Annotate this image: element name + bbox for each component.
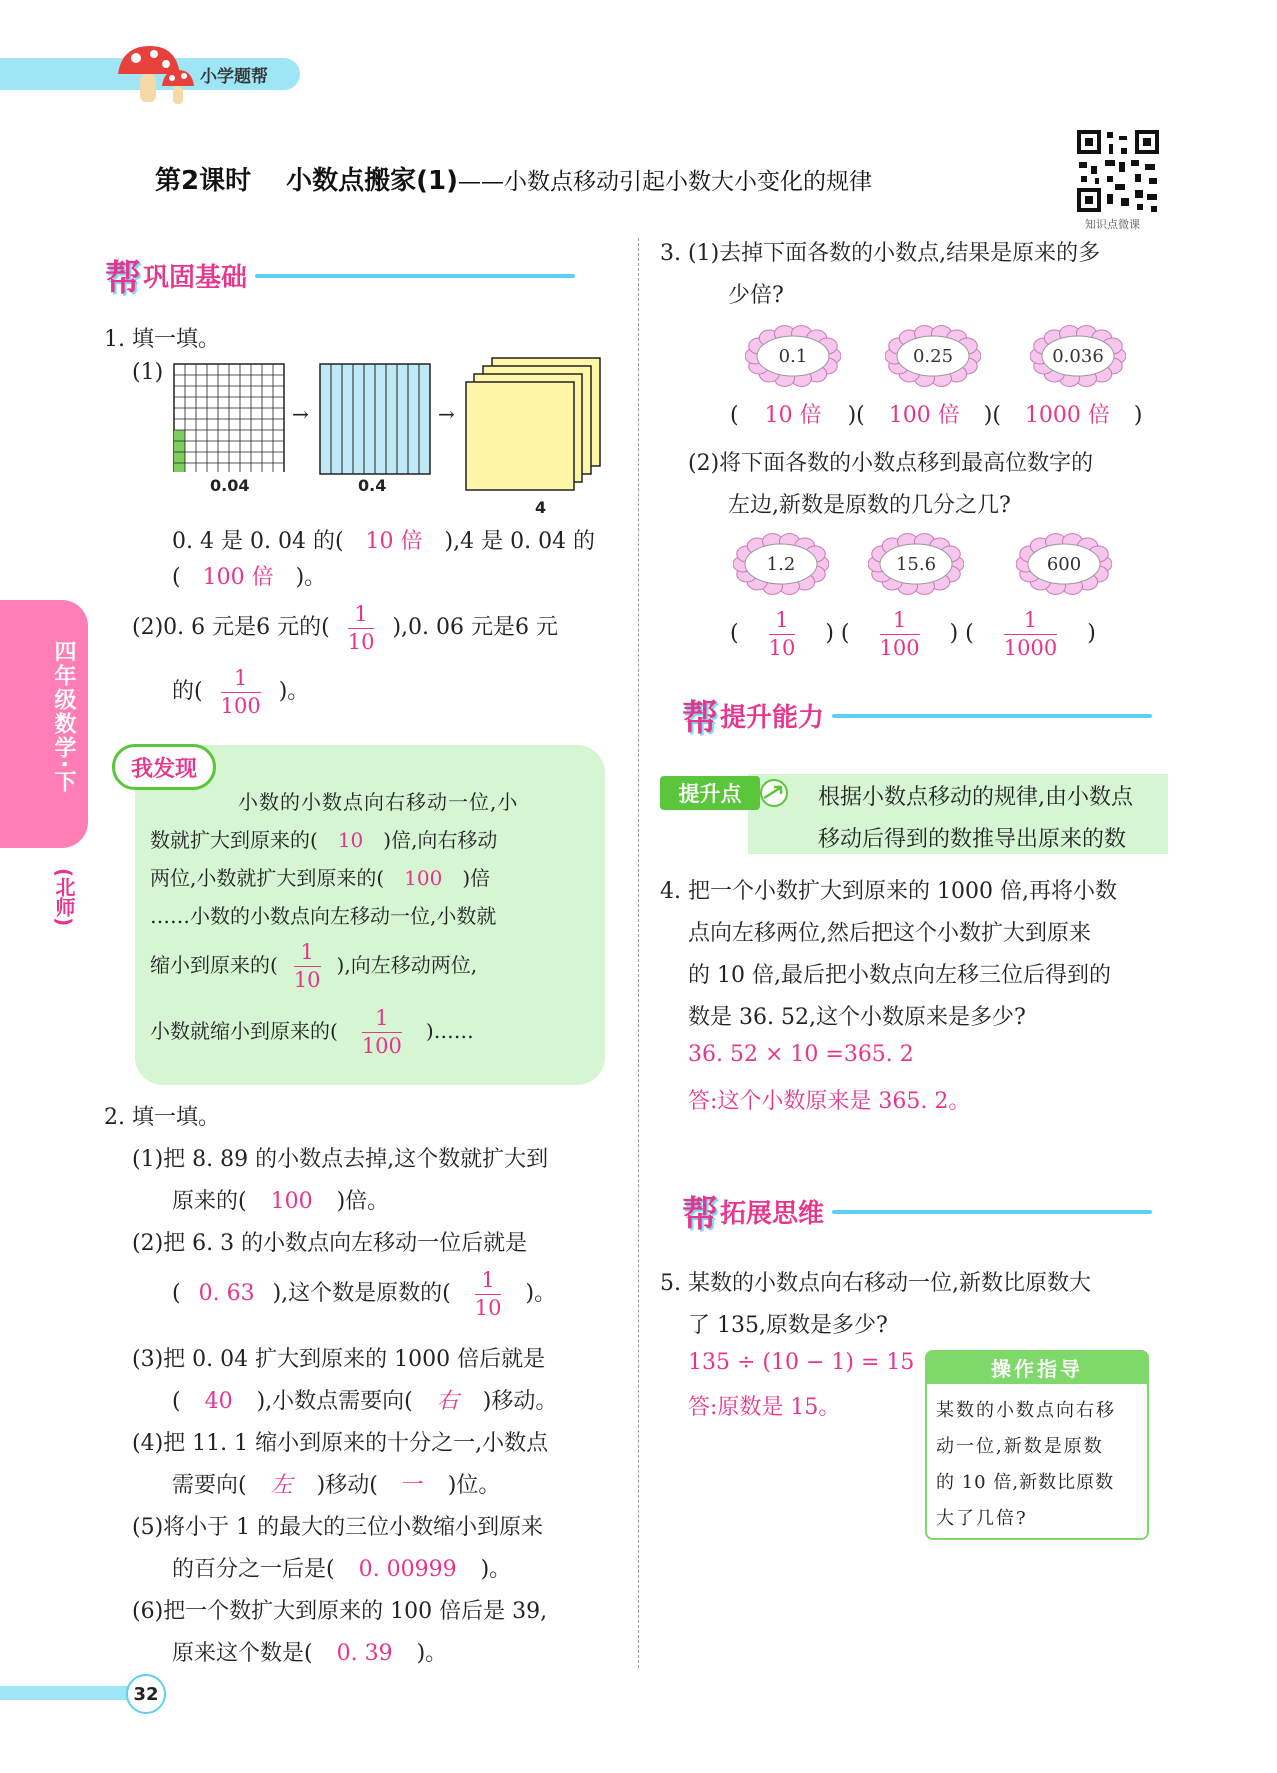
q2-item4b: [172, 1468, 500, 1499]
flower-label: 600: [1046, 553, 1082, 575]
q5-line-2: 了 135,原数是多少?: [688, 1313, 888, 1338]
text: (: [172, 565, 181, 590]
flower-number-5: [868, 532, 964, 596]
fraction: [768, 607, 796, 660]
denominator: 10: [293, 968, 321, 992]
q4-line-3: 的 10 倍,最后把小数点向左移三位后得到的: [688, 963, 1111, 988]
section-expand: [682, 1186, 1152, 1237]
answer: 10: [337, 828, 364, 852]
q2-item5b: [172, 1552, 511, 1583]
q2-title: 2. 填一填。: [104, 1105, 220, 1130]
text: 的百分之一后是(: [172, 1557, 335, 1582]
answer: 100: [270, 1189, 313, 1214]
arrow-icon: →: [292, 402, 309, 426]
section-expand-title: 拓展思维: [720, 1199, 825, 1229]
tip-badge-label: 提升点: [678, 782, 742, 806]
q2-item4a: (4)把 11. 1 缩小到原来的十分之一,小数点: [132, 1431, 549, 1456]
grid-label-1: 0.04: [210, 476, 250, 495]
discovery-badge-label: 我发现: [130, 756, 197, 782]
flower-number-4: [733, 532, 829, 596]
denominator: 100: [220, 693, 261, 718]
tip-badge: [660, 776, 760, 810]
flower-number-1: [745, 324, 841, 388]
q5-solution-2: 答:原数是 15。: [688, 1395, 841, 1420]
arrow-icon-2: →: [438, 402, 455, 426]
unit-squares-stack: [464, 356, 604, 496]
text: 两位,小数就扩大到原来的(: [150, 866, 385, 890]
numerator: 1: [892, 607, 907, 632]
flower-label: 0.1: [778, 345, 808, 367]
denominator: 10: [474, 1295, 502, 1320]
fraction: [1003, 607, 1058, 660]
lesson-label: 第2课时: [155, 166, 252, 196]
grid-label-2: 0.4: [358, 476, 387, 495]
denominator: 1000: [1003, 635, 1058, 660]
discover-line-5: [150, 940, 477, 991]
q4-solution-2: 答:这个小数原来是 365. 2。: [688, 1089, 971, 1114]
numerator: 1: [1023, 607, 1038, 632]
text: )。: [416, 1641, 448, 1666]
text: (2)0. 6 元是6 元的(: [132, 615, 330, 640]
denominator: 10: [768, 635, 796, 660]
page-title: [155, 160, 872, 197]
text: )。: [278, 679, 310, 704]
section-bang: 帮: [105, 258, 142, 299]
numerator: 1: [354, 601, 368, 626]
section-rule: [255, 274, 575, 278]
text: )倍: [462, 866, 491, 890]
text: 小数就缩小到原来的(: [150, 1019, 338, 1043]
q4-solution-1: 36. 52 × 10 =365. 2: [688, 1042, 914, 1067]
q2-item2a: (2)把 6. 3 的小数点向左移动一位后就是: [132, 1231, 528, 1256]
section-rule: [832, 714, 1152, 718]
text: )……: [425, 1019, 474, 1043]
answer: 0. 39: [336, 1641, 393, 1666]
q3-answers-2: ( $\frac{1}{10}$ ) ( $\frac{1}{100}$ ) ( $\frac{1}{1000}$ ): [730, 607, 1096, 660]
guide-title: 操作指导: [991, 1356, 1083, 1381]
section-bang: 帮: [682, 698, 719, 739]
section-ability: [682, 690, 1152, 741]
fraction: [347, 601, 375, 654]
q2-item1a: (1)把 8. 89 的小数点去掉,这个数就扩大到: [132, 1147, 549, 1172]
text: )。: [525, 1281, 557, 1306]
q1-part1-label: (1): [132, 360, 164, 385]
text: )。: [480, 1557, 512, 1582]
flower-number-3: [1030, 324, 1126, 388]
hundred-grid: [172, 362, 290, 472]
tenth-strips: [318, 362, 434, 476]
mushroom-icon: [110, 40, 200, 110]
text: 的(: [172, 679, 203, 704]
fraction: [294, 942, 321, 991]
answer: 100 倍: [202, 565, 274, 590]
denominator: 10: [347, 629, 375, 654]
guide-line-4: 大了几倍?: [936, 1508, 1028, 1529]
answer: 1000 倍: [1024, 403, 1110, 428]
q1-sentence-1: [172, 524, 595, 555]
numerator: 1: [233, 665, 248, 690]
tip-line-2: 移动后得到的数推导出原来的数: [818, 827, 1127, 852]
numerator: 1: [300, 940, 314, 964]
brand-label: 小学题帮: [200, 67, 268, 87]
q2-item3b: [172, 1384, 557, 1415]
page-number-circle: [126, 1674, 166, 1714]
q2-item6a: (6)把一个数扩大到原来的 100 倍后是 39,: [132, 1599, 548, 1624]
text: 0. 4 是 0. 04 的(: [172, 529, 344, 554]
numerator: 1: [775, 607, 789, 632]
answer: 一: [401, 1473, 424, 1498]
fraction: [879, 607, 920, 660]
q2-item6b: [172, 1636, 447, 1667]
answer: 0. 63: [198, 1281, 255, 1306]
guide-line-3: 的 10 倍,新数比原数: [936, 1472, 1115, 1493]
discovery-badge: [112, 744, 216, 790]
q5-line-1: 5. 某数的小数点向右移动一位,新数比原数大: [660, 1271, 1091, 1296]
text: )位。: [447, 1473, 501, 1498]
answer: 100: [404, 866, 443, 890]
text: (: [172, 1281, 181, 1306]
section-rule: [832, 1210, 1152, 1214]
q2-item5a: (5)将小于 1 的最大的三位小数缩小到原来: [132, 1515, 544, 1540]
discover-line-2: [150, 824, 497, 853]
text: ),向左移动两位,: [336, 953, 478, 977]
tip-line-1: 根据小数点移动的规律,由小数点: [818, 785, 1133, 810]
text: )移动(: [316, 1473, 378, 1498]
text: 原来这个数是(: [172, 1641, 313, 1666]
answer: 40: [204, 1389, 233, 1414]
denominator: 100: [879, 635, 920, 660]
answer: 右: [436, 1389, 459, 1414]
arrow-badge-icon: [754, 778, 794, 808]
q3-line-4: 左边,新数是原数的几分之几?: [728, 493, 1011, 518]
q5-solution-1: 135 ÷ (10 − 1) = 15: [688, 1350, 915, 1375]
guide-line-2: 动一位,新数是原数: [936, 1436, 1104, 1457]
section-bang: 帮: [682, 1194, 719, 1235]
section-basic-title: 巩固基础: [143, 263, 248, 293]
discover-line-1: 小数的小数点向右移动一位,小: [238, 790, 519, 814]
q1-title: 1. 填一填。: [104, 327, 220, 352]
q1-part2: [132, 600, 558, 656]
side-tab-edition: (北师): [52, 868, 76, 927]
text: )倍,向右移动: [383, 828, 498, 852]
text: 缩小到原来的(: [150, 953, 278, 977]
footer-band: [0, 1686, 140, 1700]
qr-caption: 知识点微课: [1085, 218, 1140, 231]
topic-label: 小数点搬家(1): [286, 166, 459, 196]
answer: 10 倍: [764, 403, 822, 428]
text: ),这个数是原数的(: [272, 1281, 451, 1306]
discover-line-3: [150, 862, 490, 891]
text: 数就扩大到原来的(: [150, 828, 318, 852]
denominator: 100: [361, 1034, 402, 1058]
q2-item1b: [172, 1184, 389, 1215]
guide-line-1: 某数的小数点向右移: [936, 1400, 1116, 1421]
text: ),4 是 0. 04 的: [444, 529, 596, 554]
q3-line-2: 少倍?: [728, 283, 784, 308]
flower-number-2: [885, 324, 981, 388]
answer: 100 倍: [888, 403, 960, 428]
flower-label: 0.25: [912, 345, 954, 367]
q2-item2b: [172, 1268, 556, 1320]
q1-sentence-2: [172, 560, 326, 591]
text: )倍。: [336, 1189, 390, 1214]
discover-line-4: ……小数的小数点向左移动一位,小数就: [150, 904, 497, 928]
flower-label: 15.6: [895, 553, 937, 575]
text: 原来的(: [172, 1189, 247, 1214]
text: ),0. 06 元是6 元: [392, 615, 558, 640]
section-basic: [105, 250, 575, 301]
page-number: 32: [133, 1683, 159, 1705]
flower-label: 0.036: [1052, 345, 1104, 367]
side-tab-grade: 四年级数学·下: [51, 640, 76, 795]
flower-label: 1.2: [766, 553, 796, 575]
qr-code-icon: [1075, 128, 1161, 214]
discover-line-6: [150, 1006, 474, 1057]
q3-answers-1: ( 10 倍 )( 100 倍 )( 1000 倍 ): [730, 403, 1143, 428]
column-divider: [638, 238, 639, 1668]
q3-line-3: (2)将下面各数的小数点移到最高位数字的: [688, 451, 1094, 476]
subtitle-label: ——小数点移动引起小数大小变化的规律: [458, 169, 873, 195]
numerator: 1: [481, 1267, 495, 1292]
fraction: [220, 665, 261, 718]
q4-line-4: 数是 36. 52,这个小数原来是多少?: [688, 1005, 1026, 1030]
fraction: [474, 1267, 502, 1320]
text: )。: [295, 565, 327, 590]
q3-line-1: 3. (1)去掉下面各数的小数点,结果是原来的多: [660, 241, 1101, 266]
text: ),小数点需要向(: [256, 1389, 413, 1414]
guide-header: [925, 1350, 1149, 1384]
answer: 左: [270, 1473, 293, 1498]
q1-part2-cont: [172, 664, 309, 720]
flower-number-6: [1016, 532, 1112, 596]
text: 需要向(: [172, 1473, 247, 1498]
text: )移动。: [482, 1389, 558, 1414]
fraction: [362, 1008, 402, 1057]
q4-line-1: 4. 把一个小数扩大到原来的 1000 倍,再将小数: [660, 879, 1117, 904]
grid-label-3: 4: [535, 498, 547, 517]
q4-line-2: 点向左移两位,然后把这个小数扩大到原来: [688, 921, 1091, 946]
answer: 10 倍: [365, 529, 423, 554]
q2-item3a: (3)把 0. 04 扩大到原来的 1000 倍后就是: [132, 1347, 546, 1372]
text: (: [172, 1389, 181, 1414]
numerator: 1: [375, 1006, 389, 1030]
section-ability-title: 提升能力: [720, 703, 825, 733]
answer: 0. 00999: [358, 1557, 457, 1582]
